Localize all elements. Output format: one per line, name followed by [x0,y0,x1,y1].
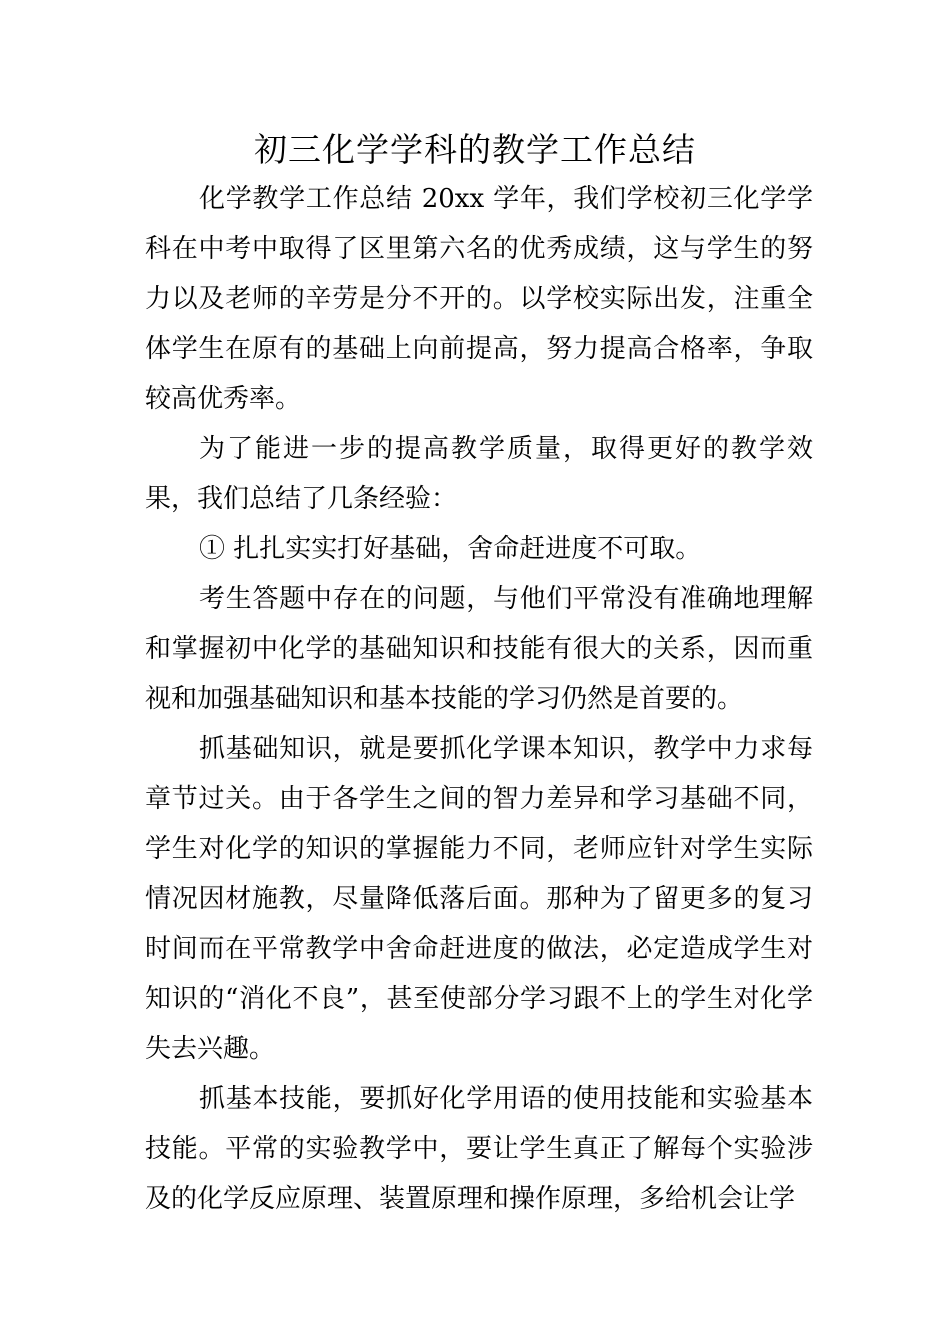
paragraph-intro: 化学教学工作总结 20xx 学年，我们学校初三化学学科在中考中取得了区里第六名的优秀成绩，这与学生的努力以及老师的辛劳是分不开的。以学校实际出发，注重全体学生在原有的基础上向前提高，努力提高合格率，争取较高优秀率。 [145,184,813,414]
paragraph-basic-knowledge: 抓基础知识，就是要抓化学课本知识，教学中力求每章节过关。由于各学生之间的智力差异和学习基础不同，学生对化学的知识的掌握能力不同，老师应针对学生实际情况因材施教，尽量降低落后面。那种为了留更多的复习时间而在平常教学中舍命赶进度的做法，必定造成学生对知识的“消化不良”，甚至使部分学习跟不上的学生对化学失去兴趣。 [145,734,813,1064]
paragraph-basic-skills: 抓基本技能，要抓好化学用语的使用技能和实验基本技能。平常的实验教学中，要让学生真正了解每个实验涉及的化学反应原理、装置原理和操作原理，多给机会让学 [145,1084,813,1214]
document-body [145,174,813,1224]
document-title: 初三化学学科的教学工作总结 [254,130,696,169]
paragraph-exam-problems: 考生答题中存在的问题，与他们平常没有准确地理解和掌握初中化学的基础知识和技能有很大的关系，因而重视和加强基础知识和基本技能的学习仍然是首要的。 [145,584,813,714]
paragraph-point-one: ① 扎扎实实打好基础，舍命赶进度不可取。 [199,534,702,564]
paragraph-experience-lead: 为了能进一步的提高教学质量，取得更好的教学效果，我们总结了几条经验： [145,434,813,514]
